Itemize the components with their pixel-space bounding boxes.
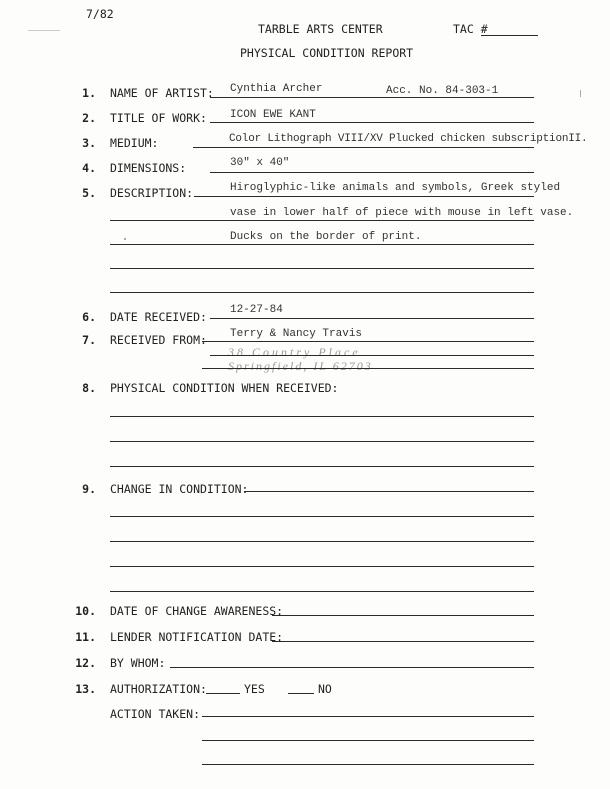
description-line-1: Hiroglyphic-like animals and symbols, Greek styled [230, 182, 561, 194]
lender-notification-line[interactable] [272, 641, 534, 642]
description-rule-5[interactable] [110, 292, 534, 293]
physical-condition-rule-3[interactable] [110, 466, 534, 467]
description-rule-3[interactable] [110, 244, 534, 245]
description-rule-4[interactable] [110, 268, 534, 269]
address-rule-1[interactable] [210, 355, 534, 356]
dimensions-line[interactable] [210, 172, 534, 173]
description-line-3: Ducks on the border of print. [230, 231, 422, 243]
change-rule-2[interactable] [110, 516, 534, 517]
date-code: 7/82 [86, 7, 114, 21]
date-received-line[interactable] [210, 318, 534, 319]
item-number-2: 2. [82, 111, 96, 125]
item-number-1: 1. [82, 86, 96, 100]
physical-condition-label: PHYSICAL CONDITION WHEN RECEIVED: [110, 381, 339, 395]
description-line-2: vase in lower half of piece with mouse in left vase. [230, 207, 574, 219]
header-rule [28, 30, 60, 31]
change-awareness-line[interactable] [272, 615, 534, 616]
margin-mark [580, 90, 581, 97]
change-rule-5[interactable] [110, 591, 534, 592]
received-from-line[interactable] [202, 341, 534, 342]
authorization-yes-blank[interactable] [206, 693, 240, 694]
report-title: PHYSICAL CONDITION REPORT [240, 46, 414, 60]
item-number-5: 5. [82, 186, 96, 200]
authorization-no: NO [318, 682, 332, 696]
item-number-13: 13. [75, 682, 96, 696]
item-number-10: 10. [75, 604, 96, 618]
action-taken-rule-2[interactable] [202, 740, 534, 741]
medium-label: MEDIUM: [110, 136, 159, 150]
artist-label: NAME OF ARTIST: [110, 86, 214, 100]
action-taken-rule-1[interactable] [202, 716, 534, 717]
authorization-label: AUTHORIZATION: [110, 682, 207, 696]
speck-mark [124, 238, 126, 240]
by-whom-line[interactable] [170, 667, 534, 668]
description-label: DESCRIPTION: [110, 186, 194, 200]
title-value: ICON EWE KANT [230, 109, 316, 121]
item-number-6: 6. [82, 310, 96, 324]
lender-notification-label: LENDER NOTIFICATION DATE: [110, 630, 284, 644]
item-number-4: 4. [82, 161, 96, 175]
physical-condition-rule-1[interactable] [110, 416, 534, 417]
address-rule-2[interactable] [202, 368, 534, 369]
date-received-label: DATE RECEIVED: [110, 310, 207, 324]
accession-number: Acc. No. 84-303-1 [386, 85, 499, 97]
title-label: TITLE OF WORK: [110, 111, 207, 125]
authorization-yes: YES [244, 682, 265, 696]
change-rule-3[interactable] [110, 541, 534, 542]
change-label: CHANGE IN CONDITION: [110, 482, 249, 496]
action-taken-label: ACTION TAKEN: [110, 707, 201, 721]
medium-value: Color Lithograph VIII/XV Plucked chicken subscriptionII. [229, 133, 588, 145]
description-rule-1[interactable] [194, 196, 534, 197]
item-number-11: 11. [75, 630, 96, 644]
address-line-2: Springfield, IL 62703 [228, 359, 373, 373]
item-number-7: 7. [82, 333, 96, 347]
date-received-value: 12-27-84 [230, 304, 283, 316]
by-whom-label: BY WHOM: [110, 656, 166, 670]
title-line[interactable] [210, 122, 534, 123]
physical-condition-rule-2[interactable] [110, 441, 534, 442]
item-number-3: 3. [82, 136, 96, 150]
org-name: TARBLE ARTS CENTER [258, 22, 383, 36]
address-line-1: 38 Country Place [228, 345, 361, 359]
received-from-label: RECEIVED FROM: [110, 333, 207, 347]
item-number-8: 8. [82, 381, 96, 395]
tac-label: TAC # [453, 22, 488, 36]
item-number-9: 9. [82, 482, 96, 496]
medium-line[interactable] [193, 147, 534, 148]
change-awareness-label: DATE OF CHANGE AWARENESS: [110, 604, 284, 618]
tac-field[interactable] [481, 35, 538, 36]
received-from-value: Terry & Nancy Travis [230, 328, 363, 340]
authorization-no-blank[interactable] [288, 693, 314, 694]
change-rule-1[interactable] [244, 491, 534, 492]
item-number-12: 12. [75, 656, 96, 670]
artist-line[interactable] [210, 97, 534, 98]
change-rule-4[interactable] [110, 566, 534, 567]
action-taken-rule-3[interactable] [202, 764, 534, 765]
description-rule-2[interactable] [110, 220, 534, 221]
dimensions-value: 30" x 40" [230, 157, 290, 169]
dimensions-label: DIMENSIONS: [110, 161, 187, 175]
artist-value: Cynthia Archer [230, 83, 323, 95]
